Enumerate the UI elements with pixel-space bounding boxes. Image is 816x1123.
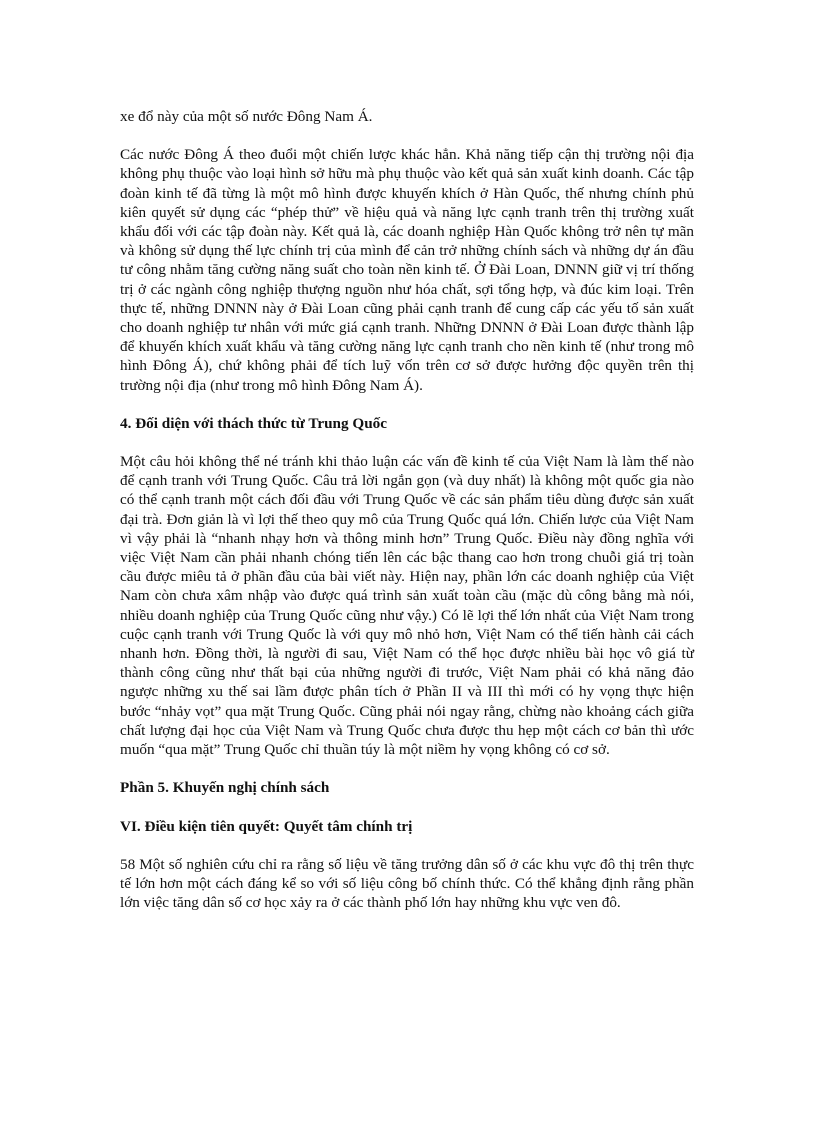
section-heading-china: 4. Đối diện với thách thức từ Trung Quốc: [120, 414, 387, 432]
document-body: [120, 107, 694, 912]
section-heading-political-will: VI. Điều kiện tiên quyết: Quyết tâm chính trị: [120, 817, 413, 835]
part-heading-policy: Phần 5. Khuyến nghị chính sách: [120, 779, 330, 797]
paragraph-china: Một câu hỏi không thể né tránh khi thảo luận các vấn đề kinh tế của Việt Nam là làm thế nào để cạnh tranh với Trung Quốc. Câu trả lời ngắn gọn (và duy nhất) là không một quốc gia nào có thể cạnh tranh một cách đối đầu với Trung Quốc về các sản phẩm tiêu dùng được sản xuất đại trà. Đơn giản là vì lợi thế theo quy mô của Trung Quốc quá lớn. Chiến lược của Việt Nam vì vậy phải là “nhanh nhạy hơn và thông minh hơn” Trung Quốc. Điều này đồng nghĩa với việc Việt Nam cần phải nhanh chóng tiến lên các bậc thang cao hơn trong chuỗi giá trị toàn cầu được miêu tả ở phần đầu của bài viết này. Hiện nay, phần lớn các doanh nghiệp của Việt Nam còn chưa xâm nhập vào được quá trình sản xuất toàn cầu (mặc dù công bằng mà nói, nhiều doanh nghiệp của Trung Quốc cũng như vậy.) Có lẽ lợi thế lớn nhất của Việt Nam trong cuộc cạnh tranh với Trung Quốc là với quy mô nhỏ hơn, Việt Nam có thể tiến hành cải cách nhanh hơn. Đồng thời, là người đi sau, Việt Nam có thể học được nhiều bài học vô giá từ thành công cũng như thất bại của những người đi trước, Việt Nam phải có khả năng đảo ngược những xu thế sai lầm được phân tích ở Phần II và III thì mới có hy vọng thực hiện bước “nhảy vọt” qua mặt Trung Quốc. Cũng phải nói ngay rằng, chừng nào khoảng cách giữa chất lượng đại học của Việt Nam và Trung Quốc chưa được thu hẹp một cách cơ bản thì ước muốn “qua mặt” Trung Quốc chỉ thuần túy là một niềm hy vọng không có cơ sở.: [120, 453, 694, 759]
footnote-58: 58 Một số nghiên cứu chỉ ra rằng số liệu về tăng trưởng dân số ở các khu vực đô thị trên thực tế lớn hơn một cách đáng kể so với số liệu công bố chính thức. Có thể khẳng định rằng phần lớn việc tăng dân số cơ học xảy ra ở các thành phố lớn hay những khu vực ven đô.: [120, 855, 694, 912]
paragraph-east-asia: Các nước Đông Á theo đuổi một chiến lược khác hẳn. Khả năng tiếp cận thị trường nội địa không phụ thuộc vào loại hình sở hữu mà phụ thuộc vào kết quả sản xuất kinh doanh. Các tập đoàn kinh tế đã từng là một mô hình được khuyến khích ở Hàn Quốc, thế nhưng chính phủ kiên quyết sử dụng các “phép thử” về hiệu quả và năng lực cạnh tranh trên thị trường xuất khẩu đối với các tập đoàn này. Kết quả là, các doanh nghiệp Hàn Quốc không trở nên tự mãn và không sử dụng thế lực chính trị của mình để cản trở những chính sách và những dự án đầu tư công nhằm tăng cường năng suất cho toàn nền kinh tế. Ở Đài Loan, DNNN giữ vị trí thống trị ở các ngành công nghiệp thượng nguồn như hóa chất, sợi tổng hợp, và đúc kim loại. Trên thực tế, những DNNN này ở Đài Loan cũng phải cạnh tranh để cung cấp các yếu tố sản xuất cho doanh nghiệp tư nhân với mức giá cạnh tranh. Những DNNN ở Đài Loan được thành lập để khuyến khích xuất khẩu và tăng cường năng lực cạnh tranh cho nền kinh tế (như trong mô hình Đông Á), chứ không phải để tích luỹ vốn trên cơ sở được hưởng độc quyền trên thị trường nội địa (như trong mô hình Đông Nam Á).: [120, 146, 694, 394]
paragraph-continuation: xe đổ này của một số nước Đông Nam Á.: [120, 108, 373, 125]
